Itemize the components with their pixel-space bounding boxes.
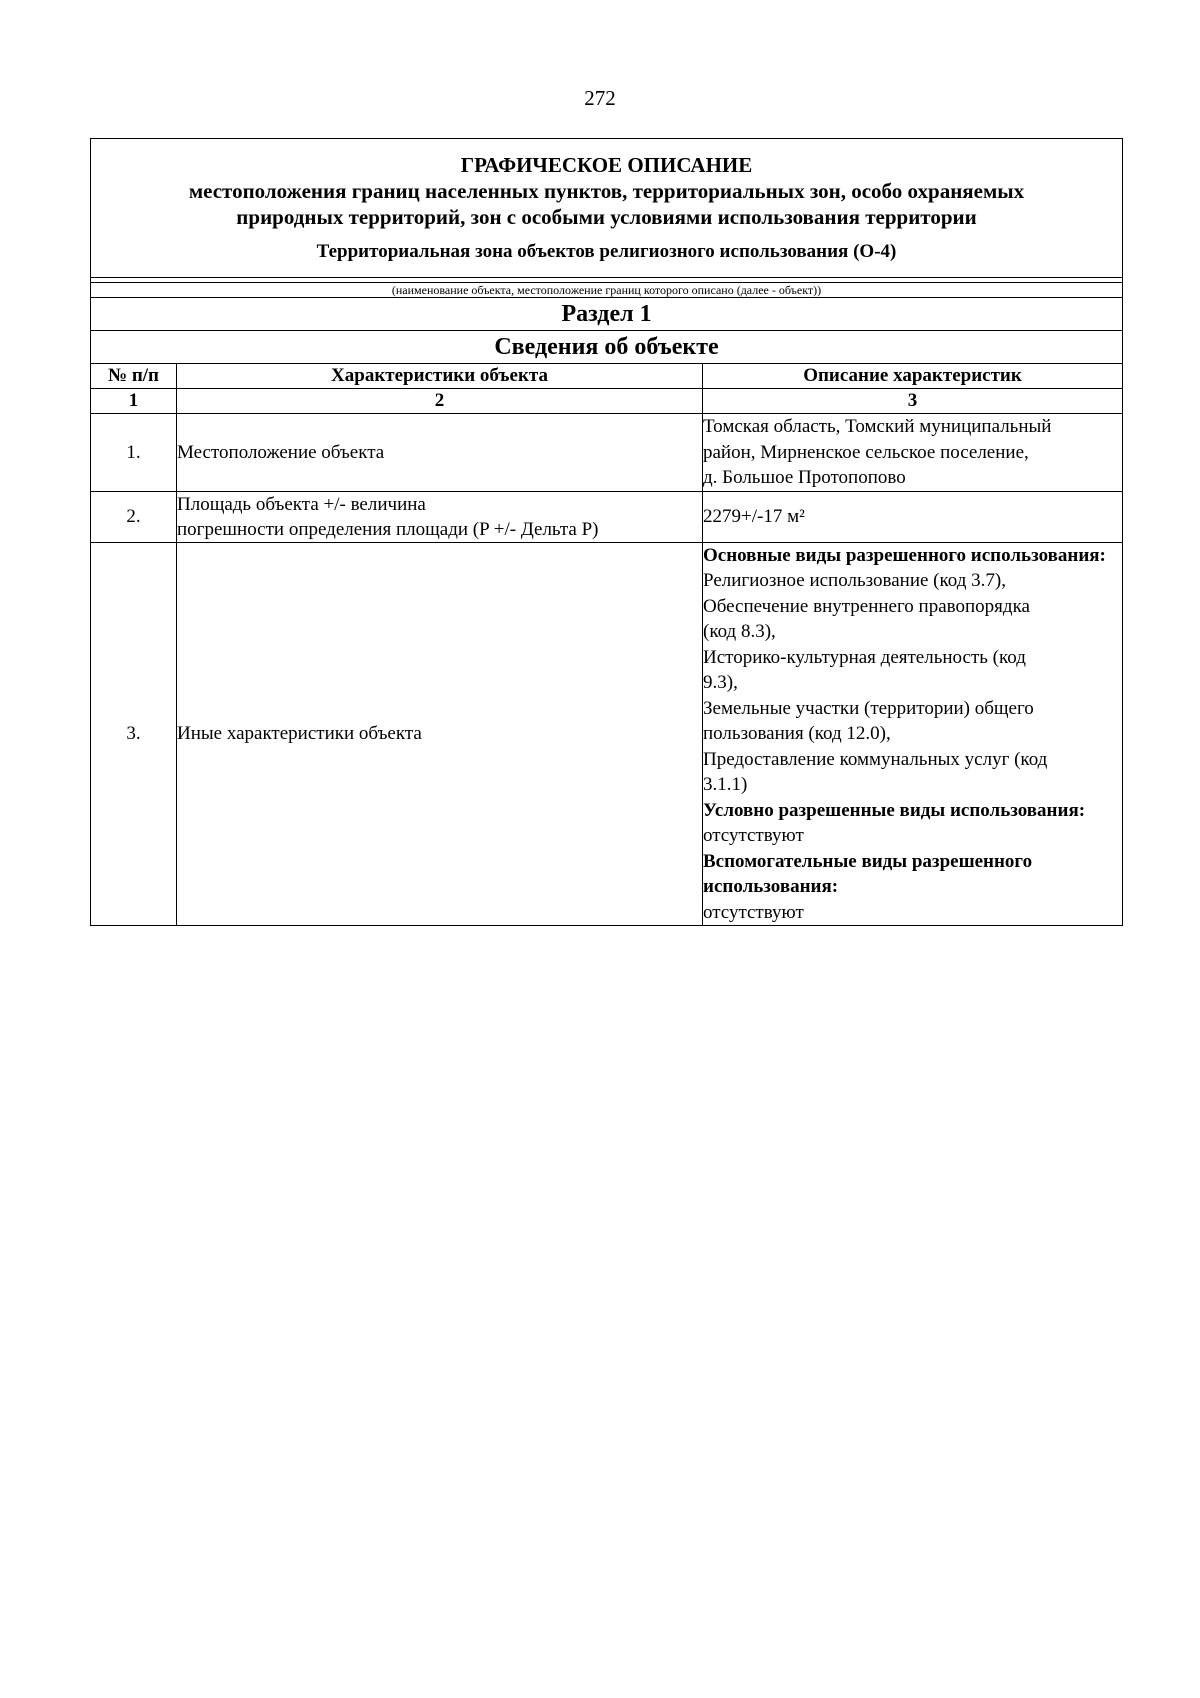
- auxiliary-uses-heading: Вспомогательные виды разрешенного использования:: [703, 850, 1033, 897]
- row-number: 2.: [91, 491, 177, 542]
- row-characteristic: Иные характеристики объекта: [177, 542, 703, 926]
- header-row: [91, 139, 1123, 278]
- graphic-description-table: [90, 138, 1123, 926]
- section-title-row: [91, 331, 1123, 364]
- main-uses-heading: Основные виды разрешенного использования:: [703, 544, 1106, 566]
- table-row: [91, 414, 1123, 492]
- table-row: [91, 491, 1123, 542]
- main-use-item: Религиозное использование (код 3.7),: [703, 570, 1006, 591]
- column-number-1: 1: [91, 389, 177, 414]
- column-header-row: [91, 364, 1123, 389]
- main-use-item: 9.3),: [703, 672, 738, 693]
- main-use-item: пользования (код 12.0),: [703, 723, 891, 744]
- conditional-uses-value: отсутствуют: [703, 825, 804, 846]
- row-number: 3.: [91, 542, 177, 926]
- auxiliary-uses-value: отсутствуют: [703, 901, 804, 923]
- column-header-description: Описание характеристик: [703, 364, 1123, 389]
- location-line: д. Большое Протопопово: [703, 467, 906, 488]
- row-description: 2279+/-17 м²: [703, 491, 1123, 542]
- object-note: (наименование объекта, местоположение границ которого описано (далее - объект)): [91, 283, 1123, 298]
- location-line: Томская область, Томский муниципальный: [703, 416, 1052, 437]
- column-header-number: № п/п: [91, 364, 177, 389]
- section-title: Сведения об объекте: [91, 331, 1123, 364]
- location-line: район, Мирненское сельское поселение,: [703, 441, 1029, 463]
- column-number-2: 2: [177, 389, 703, 414]
- document-subtitle-line-1: местоположения границ населенных пунктов, территориальных зон, особо охраняемых: [188, 179, 1025, 203]
- characteristic-line: погрешности определения площади (P +/- Дельта P): [177, 518, 599, 540]
- main-use-item: Обеспечение внутреннего правопорядка: [703, 595, 1030, 617]
- main-use-item: (код 8.3),: [703, 621, 776, 642]
- column-number-3: 3: [703, 389, 1123, 414]
- main-use-item: Земельные участки (территории) общего: [703, 697, 1034, 719]
- main-use-item: Предоставление коммунальных услуг (код: [703, 748, 1048, 770]
- column-number-row: [91, 389, 1123, 414]
- object-note-row: [91, 283, 1123, 298]
- row-description: [703, 542, 1123, 926]
- row-characteristic: Местоположение объекта: [177, 414, 703, 492]
- table-row: [91, 542, 1123, 926]
- row-number: 1.: [91, 414, 177, 492]
- row-characteristic: [177, 491, 703, 542]
- characteristic-line: Площадь объекта +/- величина: [177, 493, 426, 515]
- section-label: Раздел 1: [91, 298, 1123, 331]
- row-description: [703, 414, 1123, 492]
- section-label-row: [91, 298, 1123, 331]
- main-use-item: 3.1.1): [703, 774, 748, 795]
- zone-name: Территориальная зона объектов религиозного использования (О-4): [316, 241, 897, 262]
- document-subtitle-line-2: природных территорий, зон с особыми условиями использования территории: [236, 205, 977, 229]
- page-number: 272: [584, 86, 616, 110]
- document-header: [91, 139, 1123, 278]
- main-use-item: Историко-культурная деятельность (код: [703, 646, 1026, 668]
- conditional-uses-heading: Условно разрешенные виды использования:: [703, 799, 1086, 821]
- document-title: ГРАФИЧЕСКОЕ ОПИСАНИЕ: [460, 153, 753, 177]
- column-header-characteristic: Характеристики объекта: [177, 364, 703, 389]
